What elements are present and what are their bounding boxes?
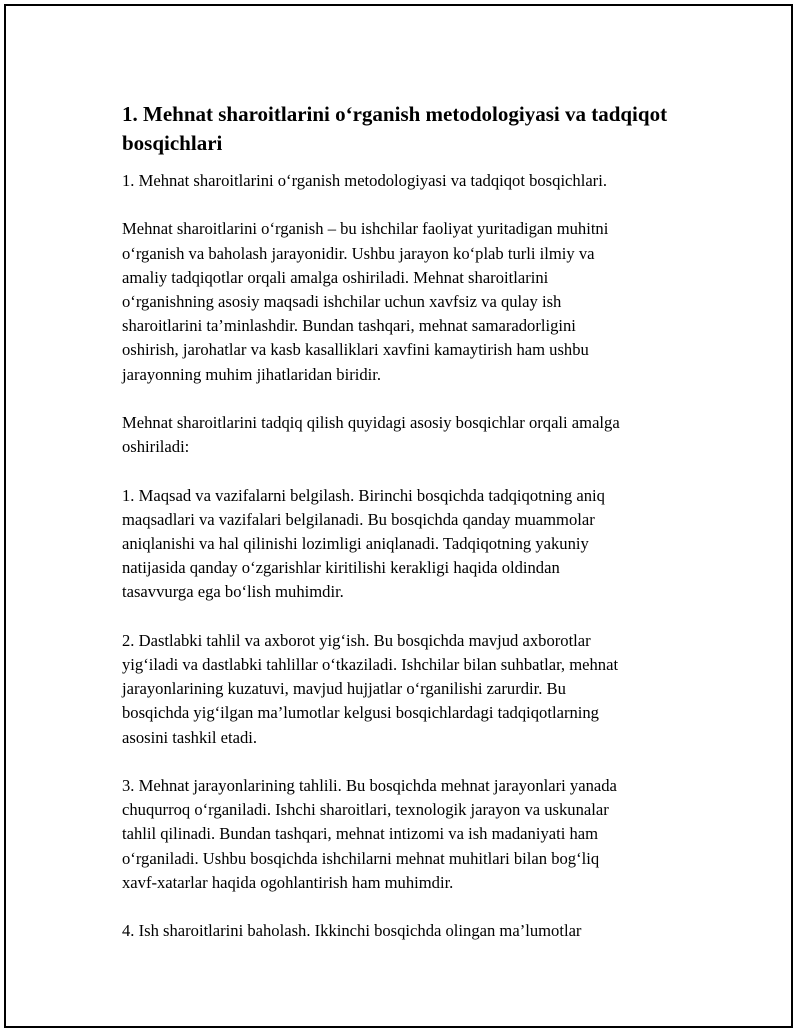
text-line: 4. Ish sharoitlarini baholash. Ikkinchi bosqichda olingan ma’lumotlar	[122, 921, 582, 941]
text-line: oshiriladi:	[122, 437, 190, 457]
text-line: Mehnat sharoitlarini tadqiq qilish quyidagi asosiy bosqichlar orqali amalga	[122, 413, 620, 432]
heading-line: 1. Mehnat sharoitlarini o‘rganish metodologiyasi va tadqiqot	[122, 102, 668, 126]
text-line: 1. Mehnat sharoitlarini o‘rganish metodologiyasi va tadqiqot bosqichlari.	[122, 171, 607, 190]
text-line: 2. Dastlabki tahlil va axborot yig‘ish. Bu bosqichda mavjud axborotlar	[122, 630, 591, 650]
text-line: o‘rganish va baholash jarayonidir. Ushbu jarayon ko‘plab turli ilmiy va	[122, 243, 595, 263]
paragraph-stage-3	[122, 774, 682, 895]
text-line: o‘rganishning asosiy maqsadi ishchilar uchun xavfsiz va qulay ish	[122, 292, 562, 311]
paragraph-stages-intro	[122, 411, 682, 459]
page-title	[122, 100, 682, 158]
text-line: o‘rganiladi. Ushbu bosqichda ishchilarni mehnat muhitlari bilan bog‘liq	[122, 848, 600, 868]
text-line: aniqlanishi va hal qilinishi lozimligi aniqlanadi. Tadqiqotning yakuniy	[122, 534, 589, 553]
text-line: maqsadlari va vazifalari belgilanadi. Bu bosqichda qanday muammolar	[122, 509, 595, 529]
text-line: amaliy tadqiqotlar orqali amalga oshiriladi. Mehnat sharoitlarini	[122, 267, 549, 287]
text-line: bosqichda yig‘ilgan ma’lumotlar kelgusi bosqichlardagi tadqiqotlarning	[122, 703, 599, 723]
text-line: asosini tashkil etadi.	[122, 727, 258, 747]
paragraph-stage-1	[122, 484, 682, 605]
paragraph-intro	[122, 169, 682, 193]
text-line: jarayonlarining kuzatuvi, mavjud hujjatlar o‘rganilishi zarurdir. Bu	[122, 679, 566, 699]
document-body	[122, 100, 682, 968]
text-line: natijasida qanday o‘zgarishlar kiritilishi kerakligi haqida oldindan	[122, 558, 560, 578]
text-line: 3. Mehnat jarayonlarining tahlili. Bu bosqichda mehnat jarayonlari yanada	[122, 776, 617, 795]
text-line: tasavvurga ega bo‘lish muhimdir.	[122, 582, 344, 602]
document-page	[4, 4, 793, 1028]
text-line: tahlil qilinadi. Bundan tashqari, mehnat intizomi va ish madaniyati ham	[122, 824, 599, 844]
paragraph-definition	[122, 217, 682, 386]
paragraph-stage-4	[122, 919, 682, 943]
heading-line: bosqichlari	[122, 131, 223, 155]
text-line: oshirish, jarohatlar va kasb kasalliklari xavfini kamaytirish ham ushbu	[122, 340, 589, 360]
text-line: Mehnat sharoitlarini o‘rganish – bu ishchilar faoliyat yuritadigan muhitni	[122, 219, 609, 239]
paragraph-stage-2	[122, 629, 682, 750]
text-line: yig‘iladi va dastlabki tahlillar o‘tkaziladi. Ishchilar bilan suhbatlar, mehnat	[122, 655, 619, 674]
text-line: 1. Maqsad va vazifalarni belgilash. Birinchi bosqichda tadqiqotning aniq	[122, 485, 605, 505]
text-line: chuqurroq o‘rganiladi. Ishchi sharoitlari, texnologik jarayon va uskunalar	[122, 800, 609, 820]
text-line: xavf-xatarlar haqida ogohlantirish ham muhimdir.	[122, 872, 454, 892]
text-line: sharoitlarini ta’minlashdir. Bundan tashqari, mehnat samaradorligini	[122, 316, 576, 336]
text-line: jarayonning muhim jihatlaridan biridir.	[122, 364, 381, 384]
